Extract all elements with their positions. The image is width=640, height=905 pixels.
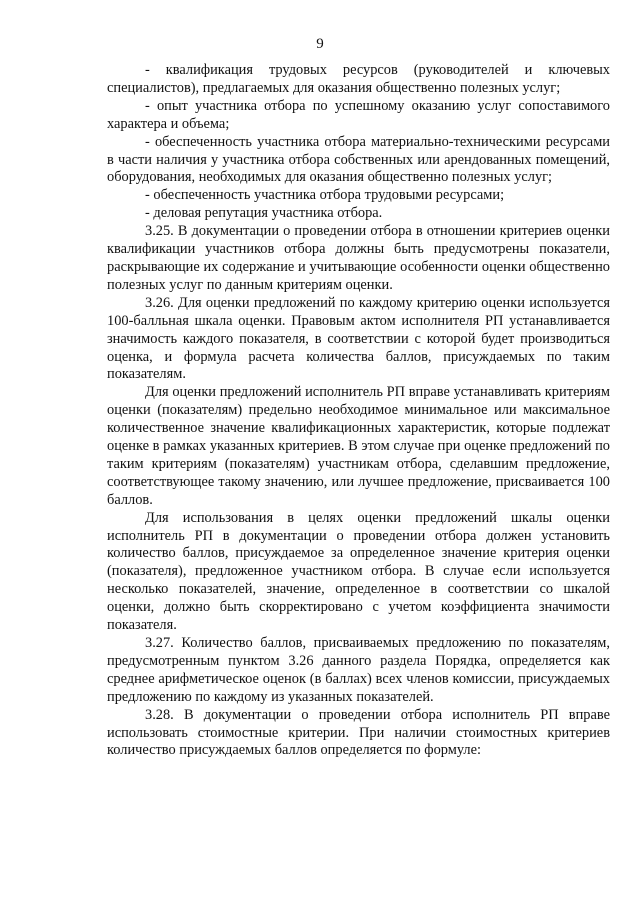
paragraph-material-resources: - обеспеченность участника отбора материально-техническими ресурсами в части наличия у участника отбора собственных или арендованных помещений, оборудования, необходимых для оказания общественно полезных услуг; [107, 133, 610, 186]
page-number: 9 [316, 36, 324, 52]
paragraph-business-reputation: - деловая репутация участника отбора. [145, 205, 383, 222]
paragraph-3-28: 3.28. В документации о проведении отбора исполнитель РП вправе использовать стоимостные критерии. При наличии стоимостных критериев количество присуждаемых баллов определяется по формуле: [107, 706, 610, 759]
document-body [107, 62, 610, 760]
paragraph-qualification-labor: - квалификация трудовых ресурсов (руководителей и ключевых специалистов), предлагаемых для оказания общественно полезных услуг; [107, 62, 610, 96]
paragraph-labor-resources: - обеспеченность участника отбора трудовыми ресурсами; [145, 187, 505, 204]
paragraph-3-26: 3.26. Для оценки предложений по каждому критерию оценки используется 100-балльная шкала оценки. Правовым актом исполнителя РП устанавливается значимость каждого показателя, в соответствии с которой будет производиться оценка, и формула расчета количества баллов, присуждаемых по таким показателям. [107, 294, 610, 383]
paragraph-3-26-scale: Для использования в целях оценки предложений шкалы оценки исполнитель РП в документации о проведении отбора должен установить количество баллов, присуждаемое за определенное значение критерия оценки (показателя), предложенное участником отбора. В случае если используется несколько показателей, значение, определенное в соответствии со шкалой оценки, должно быть скорректировано с учетом коэффициента значимости показателя. [107, 509, 610, 634]
paragraph-experience: - опыт участника отбора по успешному оказанию услуг сопоставимого характера и объема; [107, 97, 610, 132]
paragraph-3-25: 3.25. В документации о проведении отбора в отношении критериев оценки квалификации участников отбора должны быть предусмотрены показатели, раскрывающие их содержание и учитывающие особенности оценки общественно полезных услуг по данным критериям оценки. [107, 223, 610, 293]
paragraph-3-27: 3.27. Количество баллов, присваиваемых предложению по показателям, предусмотренным пунктом 3.26 данного раздела Порядка, определяется как среднее арифметическое оценок (в баллах) всех членов комиссии, присуждаемых предложению по каждому из указанных показателей. [107, 635, 610, 705]
paragraph-3-26-limits: Для оценки предложений исполнитель РП вправе устанавливать критериям оценки (показателям) предельно необходимое минимальное или максимальное количественное значение квалификационных характеристик, которые подлежат оценке в рамках указанных критериев. В этом случае при оценке предложений по таким критериям (показателям) участникам отбора, сделавшим предложение, соответствующее такому значению, или лучшее предложение, присваивается 100 баллов. [107, 384, 610, 508]
